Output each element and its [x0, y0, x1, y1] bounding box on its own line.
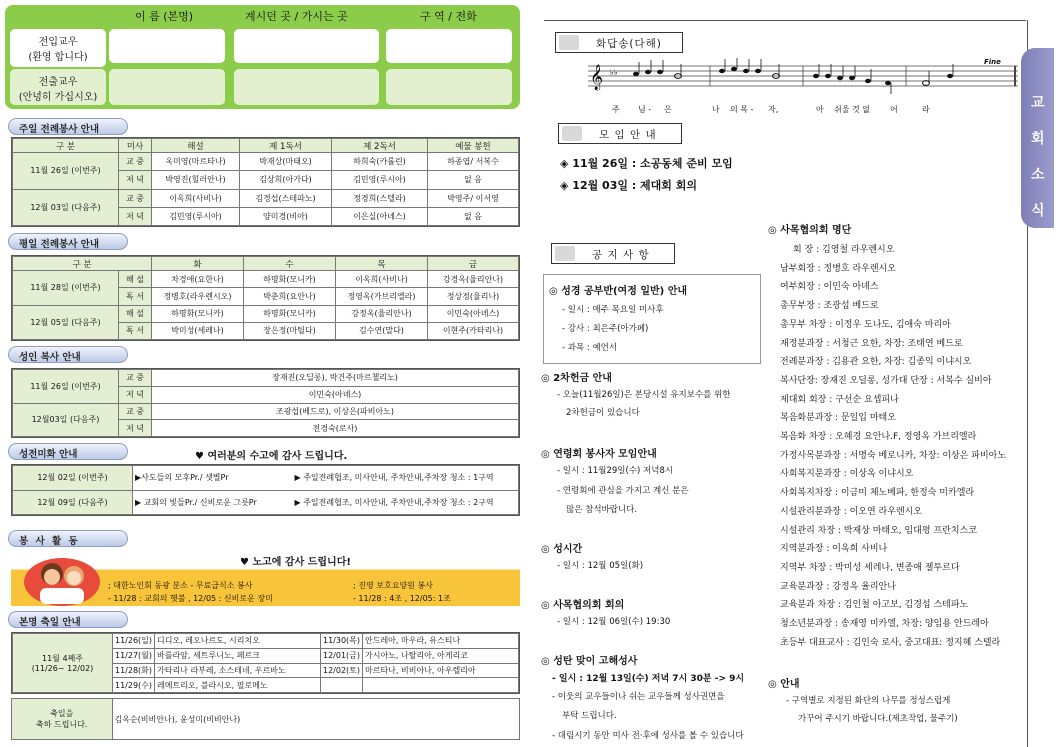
- council-member: 교육분과 차장 : 김인철 아고보, 김경섭 스테파노: [780, 600, 969, 611]
- table-cell: 박영진(힐러안나): [152, 171, 240, 189]
- sunday-header-mass: 미사: [119, 139, 152, 153]
- sunday-table: [11, 137, 520, 227]
- sunday-header-reading1: 제 1독서: [240, 139, 332, 153]
- beauty-section-title: 성전미화 안내: [8, 443, 128, 460]
- table-cell: 옥미영(마르타나): [152, 153, 240, 171]
- sunday-date-1: 11월 26일 (이번주): [13, 153, 119, 190]
- cross-icon: [562, 126, 582, 141]
- altar-mass: 저 녁: [119, 420, 152, 437]
- svg-text:♭♭: ♭♭: [610, 68, 618, 77]
- table-cell: 정영옥(가브리엘라): [336, 288, 428, 305]
- council-member: 교육분과장 : 강정옥 율리안나: [780, 581, 896, 592]
- weekday-header-wed: 수: [244, 257, 336, 271]
- council-member: 청소년분과장 : 송재영 미카엘, 차장: 양임용 안드레아: [780, 619, 989, 629]
- council-member: 시설관리분과장 : 이오연 라우렌시오: [780, 506, 923, 517]
- etc-head: ◎ 안내: [768, 679, 800, 690]
- sidebar-char: 회: [1031, 131, 1045, 147]
- table-cell: ▶ 주일전례협조, 미사안내, 주차안내,주차장 청소 : 1구역: [293, 466, 519, 491]
- council-member: 지역분과장 : 이옥희 사비나: [780, 544, 888, 555]
- sunday-header-offering: 예물 봉헌: [428, 139, 519, 153]
- music-score: [588, 58, 1018, 98]
- council-member: 가정사목분과장 : 서명숙 베로니카, 차장: 이상은 파비아노: [780, 450, 1007, 461]
- page-top-rule: [544, 20, 1026, 21]
- transfer-box: [5, 5, 520, 109]
- table-cell: 이민숙(아녜스): [152, 386, 519, 403]
- weekday-role: 독 서: [119, 322, 152, 339]
- table-cell: 박춘희(요안나): [244, 288, 336, 305]
- service-illustration: [22, 552, 102, 606]
- namefeast-week: 11월 4째주 (11/26~ 12/02): [13, 634, 113, 693]
- table-cell: 김경섭(스테파노): [240, 189, 332, 207]
- table-cell: 11/28(화): [113, 663, 155, 678]
- cross-icon: [555, 246, 575, 261]
- table-cell: ▶사도들의 모후Pr./ 샛별Pr: [133, 466, 293, 491]
- table-cell: 김민영(루시아): [332, 171, 428, 189]
- table-cell: 11/29(수): [113, 678, 155, 693]
- altar-section-title: 성인 복사 안내: [8, 346, 128, 363]
- table-cell: 바를라암, 세트루니노, 페르크: [155, 648, 321, 663]
- table-cell: 이옥희(사비나): [336, 271, 428, 288]
- table-cell: 이민숙(아녜스): [428, 305, 519, 322]
- out-name-field[interactable]: [109, 69, 225, 105]
- weekday-section-title: 평일 전례봉사 안내: [8, 233, 128, 250]
- notice-s5-head: ◎ 사목협의회 회의: [541, 600, 625, 611]
- sunday-mass: 저 녁: [119, 207, 152, 225]
- table-cell: 11/26(일): [113, 634, 155, 649]
- table-cell: 장은정(마틸다): [244, 322, 336, 339]
- council-member: 사회복지차장 : 이금미 체노베파, 한정숙 미카엘라: [780, 488, 975, 499]
- out-place-field[interactable]: [234, 69, 379, 105]
- svg-text:𝄞: 𝄞: [590, 65, 604, 90]
- out-district-field[interactable]: [386, 69, 512, 105]
- sunday-header-commentary: 해설: [152, 139, 240, 153]
- service-thanks: ♥ 노고에 감사 드립니다!: [240, 557, 351, 568]
- altar-table: [11, 368, 520, 438]
- table-cell: 강정옥(율리안나): [336, 305, 428, 322]
- weekday-table: [11, 255, 520, 341]
- weekday-role: 독 서: [119, 288, 152, 305]
- sunday-section-title: 주일 전례봉사 안내: [8, 118, 128, 135]
- council-head: ◎ 사목협의회 명단: [768, 225, 852, 236]
- table-cell: 하종엽/ 서복수: [428, 153, 519, 171]
- table-cell: 12/01(금): [321, 648, 363, 663]
- notice-title-box: 공 지 사 항: [551, 243, 675, 264]
- table-cell: 레메트리오, 블라시오, 필로메노: [155, 678, 321, 693]
- bible-study-box: ◎ 성경 공부반(여정 일반) 안내 - 일시 : 매주 목요일 미사후 - 강사 : 최은주(아가페) - 과목 : 예언서: [543, 274, 761, 364]
- score-fine: Fine: [984, 58, 1001, 66]
- table-cell: 양미경(비아): [240, 207, 332, 225]
- service-left-1: ; 대한노인회 동광 분소 - 무료급식소 봉사: [108, 581, 253, 590]
- table-cell: 김민영(루시아): [152, 207, 240, 225]
- table-cell: 안드레아, 마우라, 유스티나: [363, 634, 519, 649]
- council-member: 시설관리 차장 : 박재상 마태오, 임대평 프란치스코: [780, 525, 977, 536]
- notice-s6-head: ◎ 성탄 맞이 고해성사: [541, 656, 638, 667]
- council-member: 제대회 회장 : 구선순 요셉피나: [780, 394, 899, 405]
- council-member: 총무부장 : 조광섭 베드로: [780, 301, 879, 312]
- namefeast-table: [11, 632, 520, 694]
- sunday-mass: 교 중: [119, 153, 152, 171]
- notice-s4-head: ◎ 성시간: [541, 544, 583, 555]
- council-member: 남부회장 : 정병호 라우렌시오: [780, 263, 896, 274]
- weekday-date-1: 11월 28일 (이번주): [13, 271, 119, 306]
- table-cell: 하명화(모니카): [244, 271, 336, 288]
- service-right-2: - 11/28 : 4조 , 12/05: 1조: [353, 594, 451, 603]
- sidebar-tab: [1021, 48, 1054, 228]
- table-cell: 마르타나, 비비아나, 아우렐리아: [363, 663, 519, 678]
- table-cell: 가타리나 라부레, 소스테네, 우르바노: [155, 663, 321, 678]
- table-cell: 정경희(스텔라): [332, 189, 428, 207]
- congrats-names: 김옥순(비비안나), 윤성미(비비안나): [114, 714, 241, 724]
- beauty-date: 12월 09일 (다음주): [13, 490, 133, 515]
- altar-date-2: 12월03일 (다음주): [13, 403, 119, 437]
- table-cell: 조광섭(베드로), 이상은(파비아노): [152, 403, 519, 420]
- table-cell: 이은실(아녜스): [332, 207, 428, 225]
- altar-mass: 교 중: [119, 403, 152, 420]
- council-member: 사회복지분과장 : 이상옥 이냐시오: [780, 469, 914, 480]
- col-header-place: 계시던 곳 / 가시는 곳: [245, 10, 348, 23]
- table-cell: 강경옥(율리안나): [428, 271, 519, 288]
- table-cell: 이옥희(사비나): [152, 189, 240, 207]
- table-cell: 디디오, 레오나르도, 시리치오: [155, 634, 321, 649]
- table-cell: 정상정(율리나): [428, 288, 519, 305]
- col-header-name: 이 름 (본명): [135, 10, 194, 23]
- notice-s3-head: ◎ 연령회 봉사자 모임안내: [541, 449, 657, 460]
- table-cell: 장재진(오딜롱), 박건주(마르첼리노): [152, 370, 519, 387]
- beauty-thanks: ♥ 여러분의 수고에 감사 드립니다.: [195, 451, 348, 462]
- council-member: 재정분과장 : 서청근 요한, 차장: 조태연 베드로: [780, 338, 963, 349]
- table-cell: ▶ 교회의 빛들Pr./ 신비로운 그릇Pr: [133, 490, 293, 515]
- table-cell: 박미성(세레나): [152, 322, 244, 339]
- heart-icon: ♥: [195, 451, 204, 462]
- notice-s2-head: ◎ 2차헌금 안내: [541, 373, 612, 384]
- council-member: 복음화분과장 : 문일입 마태오: [780, 413, 896, 424]
- sunday-header-division: 구 분: [13, 139, 119, 153]
- sunday-date-2: 12월 03일 (다음주): [13, 189, 119, 226]
- service-section-title: 봉 사 활 동: [8, 530, 128, 547]
- weekday-header-division: 구 분: [13, 257, 152, 271]
- table-cell: 없 음: [428, 171, 519, 189]
- hymn-lyrics: 주 님 - 은 나 의 목 - 자, 아 쉬울 것 없 어 라: [612, 105, 930, 114]
- table-cell: 박영주/ 이서영: [428, 189, 519, 207]
- altar-mass: 교 중: [119, 370, 152, 387]
- out-label: 전출교우 (안녕히 가십시오): [10, 69, 106, 105]
- table-cell: 없 음: [428, 207, 519, 225]
- table-cell: 차경애(요한나): [152, 271, 244, 288]
- table-cell: 11/27(월): [113, 648, 155, 663]
- in-name-field[interactable]: [109, 29, 225, 63]
- col-header-district: 구 역 / 전화: [420, 10, 477, 23]
- service-right-1: ; 진영 보호요양원 봉사: [353, 581, 433, 590]
- council-member: 회 장 : 김영철 라우렌시오: [793, 245, 895, 255]
- beauty-date: 12월 02일 (이번주): [13, 466, 133, 491]
- altar-date-1: 11월 26일 (이번주): [13, 370, 119, 404]
- table-cell: 하명화(모니카): [152, 305, 244, 322]
- hymn-title-box: 화답송(다해): [555, 32, 683, 53]
- weekday-header-fri: 금: [428, 257, 519, 271]
- meeting-item-1: ◈ 11월 26일 : 소공동체 준비 모임: [560, 157, 733, 170]
- table-cell: 12/02(토): [321, 663, 363, 678]
- council-member: 초등부 대표교사 : 김인숙 로사, 중고대표: 정지혜 스텔라: [780, 637, 1001, 648]
- meeting-title-box: 모 임 안 내: [558, 123, 682, 144]
- in-place-field[interactable]: [234, 29, 379, 63]
- weekday-header-thu: 목: [336, 257, 428, 271]
- weekday-date-2: 12월 05일 (다음주): [13, 305, 119, 340]
- sidebar-char: 교: [1031, 95, 1045, 111]
- altar-mass: 저 녁: [119, 386, 152, 403]
- table-cell: 김수연(말다): [336, 322, 428, 339]
- table-cell: 김상희(아가다): [240, 171, 332, 189]
- beauty-table: [11, 464, 520, 516]
- table-cell: 하희숙(카롤린): [332, 153, 428, 171]
- congrats-label: 축일을 축하 드립니다.: [12, 699, 112, 739]
- table-cell: 박재상(마태오): [240, 153, 332, 171]
- cross-icon: [559, 35, 579, 50]
- namefeast-section-title: 본명 축일 안내: [8, 611, 128, 628]
- in-label: 전입교우 (환영 합니다): [10, 29, 106, 67]
- council-member: 복사단장: 장재진 오딜롱, 성가대 단장 : 서복수 실비아: [780, 375, 992, 386]
- heart-icon: ♥: [240, 557, 249, 568]
- table-cell: 11/30(목): [321, 634, 363, 649]
- sunday-mass: 저 녁: [119, 171, 152, 189]
- table-cell: [321, 678, 363, 693]
- namefeast-congrats: [11, 698, 520, 740]
- sunday-header-reading2: 제 2독서: [332, 139, 428, 153]
- weekday-header-tue: 화: [152, 257, 244, 271]
- table-cell: 이현주(카타리나): [428, 322, 519, 339]
- council-member: 복음화 차장 : 오혜경 요안나.F, 정영옥 가브리엘라: [780, 432, 977, 442]
- weekday-role: 해 설: [119, 271, 152, 288]
- service-left-2: - 11/28 : 교회의 햇불 , 12/05 : 신비로운 장미: [108, 594, 273, 603]
- table-cell: [363, 678, 519, 693]
- sidebar-char: 소: [1031, 167, 1045, 183]
- table-cell: 가시아노, 나탈리아, 아게리코: [363, 648, 519, 663]
- table-cell: 하명화(모니카): [244, 305, 336, 322]
- council-member: 여부회장 : 이민숙 아녜스: [780, 282, 879, 293]
- table-cell: ▶ 주일전례협조, 미사안내, 주차안내,주차장 청소 : 2구역: [293, 490, 519, 515]
- table-cell: 정병호(라우렌시오): [152, 288, 244, 305]
- sunday-mass: 교 중: [119, 189, 152, 207]
- council-member: 지역부 차장 : 박미성 세레나, 변종애 젤투르다: [780, 562, 960, 573]
- council-member: 전례분과장 : 김용관 요한, 차장: 김종익 이냐시오: [780, 357, 972, 368]
- council-member: 총무부 차장 : 이정우 도나도, 김애숙 마리아: [780, 319, 951, 330]
- sidebar-char: 식: [1031, 203, 1045, 219]
- table-cell: 전경숙(로사): [152, 420, 519, 437]
- meeting-item-2: ◈ 12월 03일 : 제대회 회의: [560, 179, 698, 192]
- weekday-role: 해 설: [119, 305, 152, 322]
- in-district-field[interactable]: [386, 29, 512, 63]
